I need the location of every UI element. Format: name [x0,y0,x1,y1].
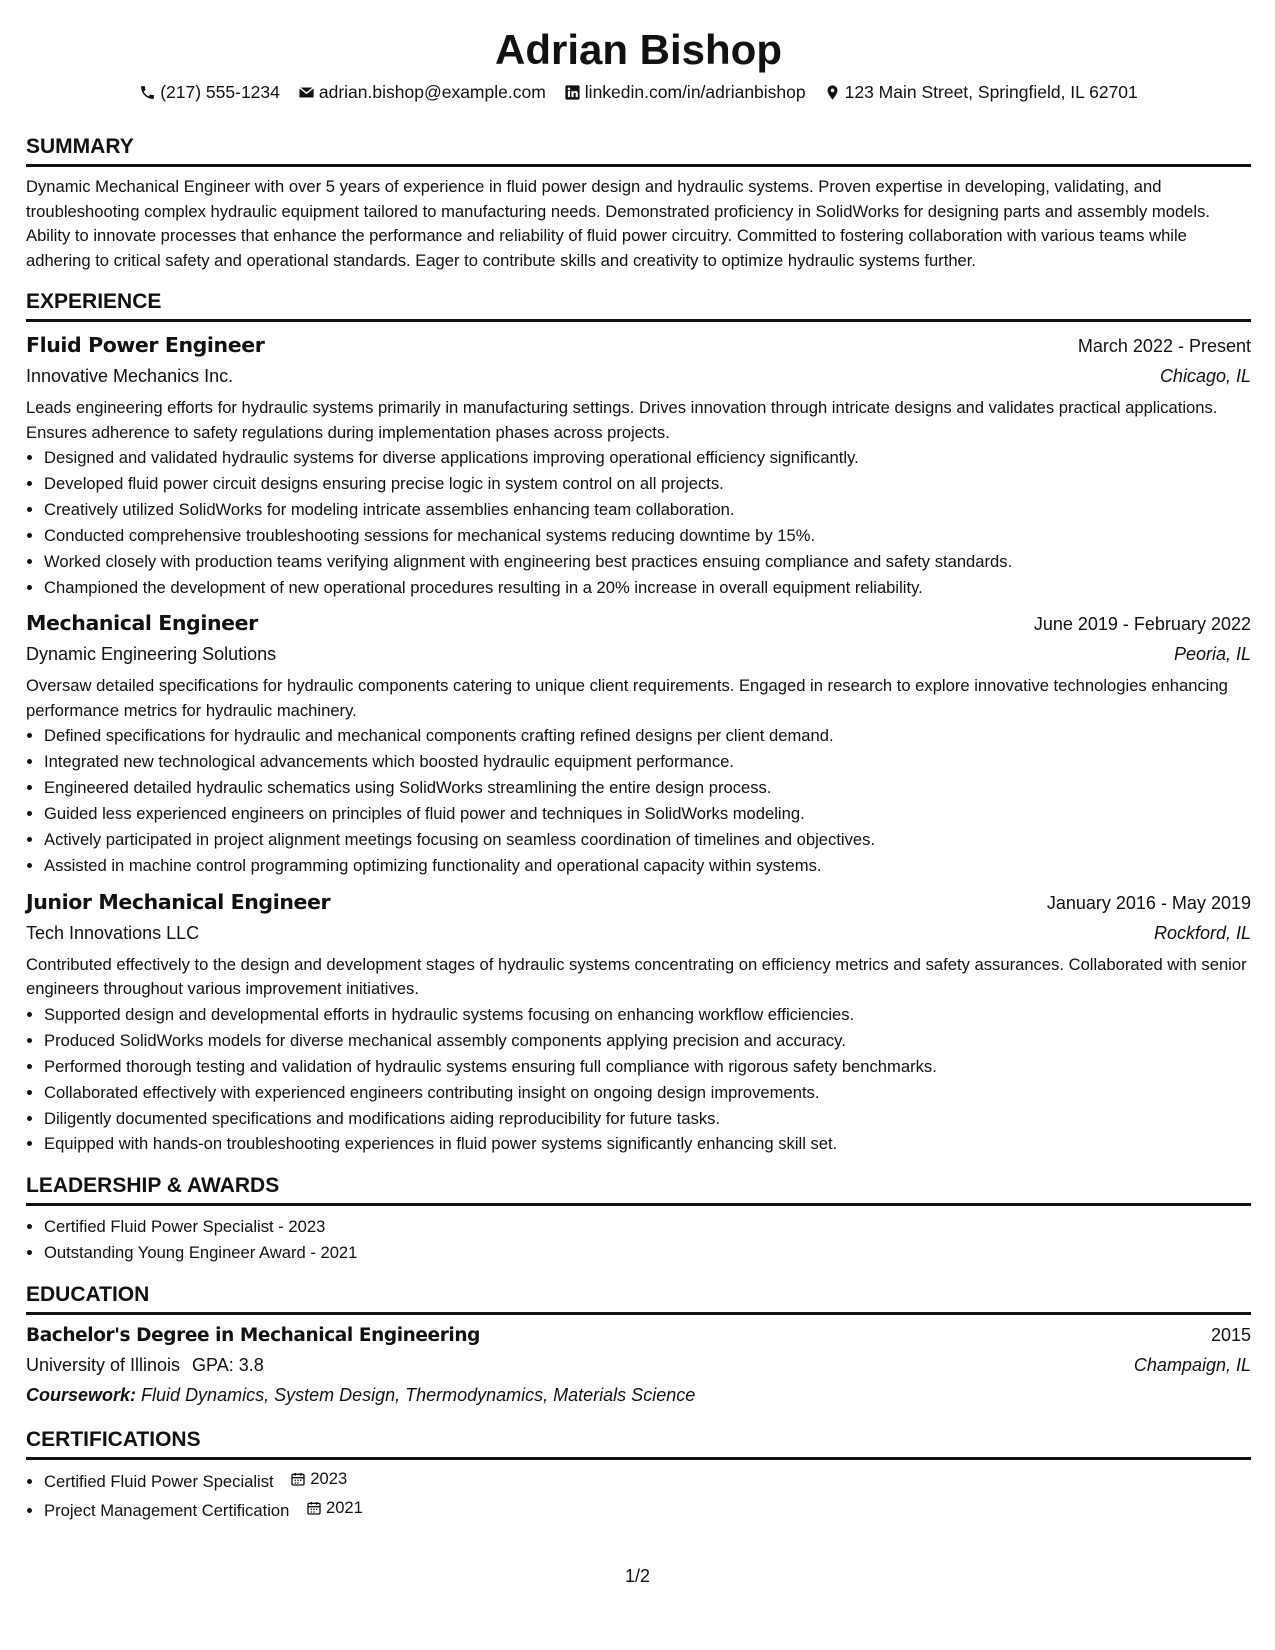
contact-linkedin [564,80,806,104]
calendar-icon [290,1471,306,1487]
school-line [26,1350,264,1380]
list-item: • Actively participated in project alignment meetings focusing on seamless coordination of timelines and objectives. [44,827,1251,853]
section-title: CERTIFICATIONS [26,1427,1251,1460]
map-pin-icon [824,84,841,101]
gpa: GPA: 3.8 [192,1355,264,1376]
linkedin-icon [564,84,581,101]
job-location: Rockford, IL [1153,922,1251,943]
job-bullets [26,1002,1251,1157]
list-item: • Performed thorough testing and validation of hydraulic systems ensuring full compliance with rigorous safety benchmarks. [44,1054,1251,1080]
list-item: • Conducted comprehensive troubleshooting sessions for mechanical systems reducing downtime by 15%. [44,523,1251,549]
job-entry [26,887,1251,1157]
list-item: • Produced SolidWorks models for diverse mechanical assembly components applying precision and accuracy. [44,1028,1251,1054]
school-name: University of Illinois [26,1355,181,1376]
certifications-section [26,1427,1251,1524]
list-item [44,1466,1251,1495]
experience-section [26,289,1251,1157]
job-title: Junior Mechanical Engineer [26,889,331,914]
list-item: • Designed and validated hydraulic systems for diverse applications improving operational efficiency significantly. [44,445,1251,471]
list-item [44,1495,1251,1524]
list-item: • Equipped with hands-on troubleshooting experiences in fluid power systems significantly enhancing skill set. [44,1131,1251,1157]
job-entry [26,330,1251,600]
job-location: Chicago, IL [1159,366,1251,386]
job-dates: January 2016 - May 2019 [1046,892,1251,913]
certifications-list [26,1466,1251,1524]
job-title: Mechanical Engineer [26,611,258,636]
awards-section [26,1173,1251,1266]
job-entry [26,608,1251,878]
list-item: • Assisted in machine control programming optimizing functionality and operational capacity within systems. [44,853,1251,879]
company-name: Innovative Mechanics Inc. [26,366,234,386]
job-description: Contributed effectively to the design and development stages of hydraulic systems concentrating on efficiency metrics and safety assurances. Collaborated with senior engineers throughout various improvement initiatives. [26,954,1247,999]
job-location: Peoria, IL [1173,644,1251,665]
contact-bar [26,80,1251,104]
list-item: • Creatively utilized SolidWorks for modeling intricate assemblies enhancing team collaboration. [44,497,1251,523]
education-section [26,1282,1251,1409]
degree-title: Bachelor's Degree in Mechanical Engineering [26,1325,480,1347]
list-item: • Certified Fluid Power Specialist - 2023 [44,1214,1251,1240]
section-title: LEADERSHIP & AWARDS [26,1173,1251,1206]
calendar-icon [306,1500,322,1516]
company-name: Tech Innovations LLC [26,922,200,943]
cert-name: Certified Fluid Power Specialist [44,1472,274,1492]
graduation-year: 2015 [1210,1325,1251,1346]
job-title: Fluid Power Engineer [26,333,265,357]
coursework-line [26,1381,1251,1409]
candidate-name: Adrian Bishop [494,26,782,73]
section-title: EDUCATION [26,1282,1251,1315]
phone-icon [139,84,156,101]
email-text[interactable]: adrian.bishop@example.com [318,82,546,102]
list-item: • Diligently documented specifications and modifications aiding reproducibility for future tasks. [44,1106,1251,1132]
cert-year: 2023 [310,1469,348,1489]
list-item: • Guided less experienced engineers on principles of fluid power and techniques in SolidWorks modeling. [44,801,1251,827]
job-dates: June 2019 - February 2022 [1033,614,1251,635]
envelope-icon [298,84,315,101]
list-item: • Integrated new technological advancements which boosted hydraulic equipment performance. [44,749,1251,775]
cert-name: Project Management Certification [44,1500,290,1520]
page-number: 1/2 [624,1566,651,1586]
cert-year: 2021 [325,1497,363,1517]
phone-text[interactable]: (217) 555-1234 [160,82,280,102]
summary-section [26,134,1251,273]
job-dates: March 2022 - Present [1077,336,1251,356]
list-item: • Championed the development of new operational procedures resulting in a 20% increase in overall equipment reliability. [44,575,1251,601]
school-location: Champaign, IL [1133,1355,1251,1376]
contact-phone [139,80,280,104]
awards-list [26,1214,1251,1266]
job-bullets [26,445,1251,600]
coursework-label: Coursework: [26,1385,137,1406]
section-title: SUMMARY [26,134,1251,167]
list-item: • Worked closely with production teams verifying alignment with engineering best practices ensuing compliance and safety standards. [44,549,1251,575]
section-title: EXPERIENCE [26,289,1251,322]
list-item: • Defined specifications for hydraulic and mechanical components crafting refined designs per client demand. [44,723,1251,749]
list-item: • Supported design and developmental efforts in hydraulic systems focusing on enhancing workflow efficiencies. [44,1002,1251,1028]
address-text: 123 Main Street, Springfield, IL 62701 [844,82,1138,102]
resume-page [26,0,1251,1524]
cert-date [290,1466,347,1492]
list-item: • Collaborated effectively with experienced engineers contributing insight on ongoing design improvements. [44,1080,1251,1106]
list-item: • Developed fluid power circuit designs ensuring precise logic in system control on all projects. [44,471,1251,497]
job-description: Leads engineering efforts for hydraulic systems primarily in manufacturing settings. Drives innovation through intricate designs and validates practical applications. Ensures adherence to safety regulations during implementation phases across projects. [26,398,1218,442]
cert-date [306,1495,363,1521]
summary-text: Dynamic Mechanical Engineer with over 5 years of experience in fluid power design and hydraulic systems. Proven expertise in developing, validating, and troubleshooting complex hydraulic equipment tailored to manufacturing needs. Demonstrated proficiency in SolidWorks for designing parts and assembly models. Ability to innovate processes that enhance the performance and reliability of fluid power circuitry. Committed to fostering collaboration with various teams while adhering to critical safety and operational standards. Eager to contribute skills and creativity to optimize hydraulic systems further. [26,177,1211,270]
linkedin-text[interactable]: linkedin.com/in/adrianbishop [584,82,806,102]
contact-email [298,80,546,104]
job-description: Oversaw detailed specifications for hydraulic components catering to unique client requirements. Engaged in research to explore innovative technologies enhancing performance metrics for hydraulic machinery. [26,676,1228,720]
job-bullets [26,723,1251,878]
list-item: • Outstanding Young Engineer Award - 2021 [44,1240,1251,1266]
contact-address [824,80,1138,104]
list-item: • Engineered detailed hydraulic schematics using SolidWorks streamlining the entire design process. [44,775,1251,801]
company-name: Dynamic Engineering Solutions [26,644,277,665]
coursework-list: Fluid Dynamics, System Design, Thermodynamics, Materials Science [141,1385,696,1406]
